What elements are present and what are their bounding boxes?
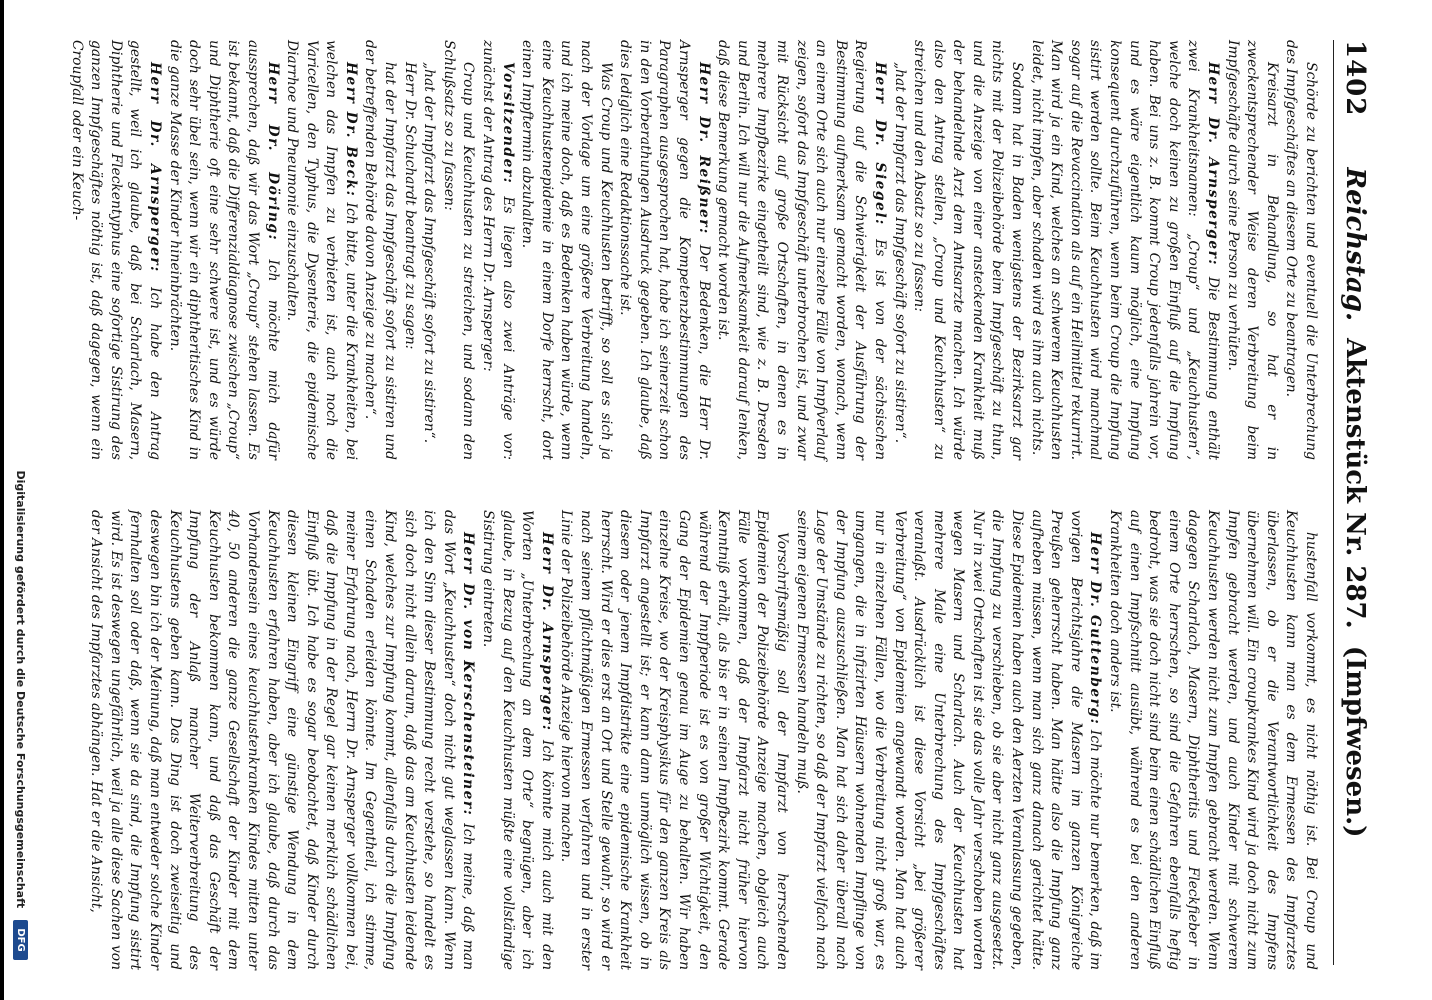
speaker-name: Herr Dr. von Kerschensteiner: xyxy=(460,532,477,817)
speaker-name: Herr Dr. Arnsperger: xyxy=(1205,62,1222,266)
paragraph xyxy=(86,510,478,970)
scan-edge-bar xyxy=(0,0,4,1000)
paragraph-text: „hat der Impfarzt das Impfgeschäft sofort zu sistiren“. xyxy=(421,62,438,444)
paragraph xyxy=(477,40,516,460)
paragraph-text: Die Bestimmung enthält zwei Krankheitsnamen: „Croup“ und „Keuchhusten“, welche doch keinen zu großen Einfluß auf die Impfung haben. Bei uns z. B. kommt Croup jedenfalls jahrein vor, und es wäre eigentlich kaum möglich, eine Impfung konsequent durchzuführen, wenn beim Croup die Impfung sistirt werden sollte. Beim Keuchhusten wird manchmal sogar auf die Revaccination als auf ein Heilmittel rekurrirt. Man wird ja ein Kind, welches an schwerem Keuchhusten leidet, nicht impfen, aber schaden wird es ihm auch nichts. xyxy=(1028,40,1222,461)
speaker-name: Herr Dr. Döring: xyxy=(264,62,281,242)
speaker-name: Herr Dr. Guttenberg: xyxy=(1087,532,1104,726)
paragraph-text: Ich habe den Antrag gestellt, weil ich glaube, daß bei Scharlach, Masern, Diphtherie und Fleckentyphus eine sofortige Sistirung des ganzen Impfgeschäftes nöthig ist, daß dagegen, wenn ein Croupfall oder ein Keuch- xyxy=(68,40,163,460)
paragraph xyxy=(164,40,282,460)
paragraph-text: Ich könnte mich auch mit den Worten „Unterbrechung an dem Orte“ begnügen, aber ich glaube, in Bezug auf den Keuchhusten müßte eine vollständige Sistirung eintreten. xyxy=(480,510,555,970)
document-number: Aktenstück Nr. 287. xyxy=(1340,338,1370,629)
paragraph xyxy=(1222,40,1281,460)
paragraph xyxy=(1104,510,1320,970)
paragraph-text: Es liegen also zwei Anträge vor: zunächst der Antrag des Herrn Dr. Arnsperger: xyxy=(480,40,516,460)
speaker-name: Herr Dr. Arnsperger: xyxy=(146,62,163,273)
page-header xyxy=(1333,40,1374,965)
paragraph-text: Der Bedenken, die Herr Dr. Arnsperger gegen die Kompetenzbestimmungen des Paragraphen ausgesprochen hat, habe ich seinerzeit schon in den Vorberathungen Ausdruck gegeben. Ich glaube, daß dies lediglich eine Redaktionssache ist. xyxy=(617,40,712,460)
paragraph-text: Ich bitte, unter die Krankheiten, bei welchen das Impfen zu verbieten ist, auch noch die Varicellen, den Typhus, die Dysenterie, die epidemische Diarrhoe und Pneumonie einzuschalten. xyxy=(284,40,359,460)
paragraph-text: hustenfall vorkommt, es nicht nöthig ist. Bei Croup und Keuchhusten kann man es dem Ermessen des Impfarztes überlassen, ob er die Verantwortlichkeit des Impfens übernehmen will. Ein croupkrankes Kind wird ja doch nicht zum Impfen gebracht werden, und auch Kinder mit schwerem Keuchhusten werden nicht zum Impfen gebracht werden. Wenn dagegen Scharlach, Masern, Diphtheritis und Fleckfieber in einem Orte herrschen, so sind die Gefahren ebenfalls heftig bedroht, was sie doch nicht sind beim einen schädlichen Einfluß auf einen Impfschnitt ausübt, während es bei den anderen Krankheiten doch anders ist. xyxy=(1107,510,1319,970)
paragraph xyxy=(909,40,1027,460)
paragraph xyxy=(282,40,360,460)
paragraph xyxy=(477,510,555,970)
dfg-logo: DFG xyxy=(13,920,28,960)
paragraph xyxy=(615,40,713,460)
paragraph-text: Was Croup und Keuchhusten betrifft, so soll es sich ja nach der Vorlage um eine größere Verbreitung handeln, und ich meine doch, daß es Bedenken haben würde, wenn eine Keuchhustenepidemie in einem Dorfe herrscht, dort einen Impftermin abzuhalten. xyxy=(519,40,614,460)
paragraph xyxy=(360,40,399,460)
text-column-right xyxy=(88,510,1320,971)
paragraph xyxy=(438,40,477,460)
paragraph-text: Ich möchte mich dafür aussprechen, daß wir das Wort „Croup“ stehen lassen. Es ist bekannt, daß die Differenzialdiagnose zwischen „Croup“ und Diphtherie oft eine sehr schwere ist, und es würde doch sehr übel sein, wenn wir ein diphtheritisches Kind in die ganze Masse der Kinder hineinbrächten. xyxy=(166,40,281,460)
paragraph xyxy=(517,40,615,460)
paragraph-text: hat der Impfarzt das Impfgeschäft sofort zu sistiren und der betreffenden Behörde davon Anzeige zu machen“. xyxy=(362,40,399,460)
paragraph xyxy=(419,40,439,460)
document-subject: (Impfwesen.) xyxy=(1340,645,1370,838)
paragraph xyxy=(1281,40,1320,460)
speaker-name: Herr Dr. Reißner: xyxy=(695,62,712,235)
speaker-name: Vorsitzender: xyxy=(499,62,516,185)
paragraph-text: Ich möchte nur bemerken, daß im vorigen Berichtsjahre die Masern im ganzen Königreiche Preußen geherrscht haben. Man hätte also die Impfung ganz aufheben müssen, wenn man sich ganz danach gerichtet hätte. Diese Epidemien haben auch den Aerzten Veranlassung gegeben, die Impfung zu verschieben, ob sie aber nicht ganz ausgesetzt. Nur in zwei Ortschaften ist sie das volle Jahr verschoben worden wegen Masern und Scharlach. Auch der Keuchhusten hat mehrere Male eine Unterbrechung des Impfgeschäftes veranlaßt. Ausdrücklich ist diese Vorsicht „bei größerer Verbreitung“ von Epidemien angewandt worden. Man hat auch nur in einzelnen Fällen, wo die Verbreitung nicht groß war, es umgangen, die in infizirten Häusern wohnenden Impflinge von der Impfung auszuschließen. Man hat sich daher überall nach Lage der Umstände zu richten, so daß der Impfarzt vielfach nach seinem eigenen Ermessen handeln muß. xyxy=(793,510,1104,971)
paragraph-text: Croup und Keuchhusten zu streichen, und sodann den Schlußsatz so zu fassen: xyxy=(440,40,477,460)
paragraph-text: Ich meine, daß man das Wort „Keuchhusten“ doch nicht gut weglassen kann. Wenn ich den Sinn dieser Bestimmung recht verstehe, so handelt es sich doch nicht allein darum, daß das am Keuchhusten leidende Kind, welches zur Impfung kommt, allenfalls durch die Impfung einen Schaden erleiden könnte. Im Gegentheil, ich stimme, meiner Erfahrung nach, Herrn Dr. Arnsperger vollkommen bei, daß die Impfung in der Regel gar keinen merklich schädlichen Einfluß übt. Ich habe es sogar beobachtet, daß Kinder durch diesen kleinen Eingriff eine günstige Wendung in dem Keuchhusten erfahren haben, aber ich glaube, daß durch das Vorhandensein eines keuchhustenkranken Kindes mitten unter 40, 50 anderen die ganze Gesellschaft der Kinder mit dem Keuchhusten bekommen kann, und daß das Geschäft der Impfung der Anlaß mancher Weiterverbreitung des Keuchhustens geben kann. Das Ding ist doch zweiseitig und deswegen bin ich der Meinung, daß man entweder solche Kinder fernhalten soll oder daß, wenn sie da sind, die Impfung sistirt wird. Es ist deswegen ungefährlich, weil ja alle diese Sachen von der Ansicht des Impfarztes abhängen. Hat er die Ansicht, xyxy=(88,510,477,970)
paragraph-text: Kreisarzt in Behandlung, so hat er in zweckentsprechender Weise deren Verbreitung beim Impfgeschäfte durch seine Person zu verhüten. xyxy=(1224,40,1280,460)
digitization-credit xyxy=(8,40,28,960)
paragraph xyxy=(713,40,889,460)
speaker-name: Herr Dr. Siegel: xyxy=(871,62,888,226)
paragraph-text: Vorschriftsmäßig soll der Impfarzt von herrschenden Epidemien der Polizeibehörde Anzeige machen, obgleich auch Fälle vorkommen, daß der Impfarzt nicht früher hiervon Kenntniß erhält, als bis er in seinen Impfbezirk kommt. Gerade während der Impfperiode ist es von großer Wichtigkeit, den Gang der Epidemien genau im Auge zu behalten. Wir haben einzelne Kreise, wo der Kreisphysikus für den ganzen Kreis als Impfarzt angestellt ist; er kann dann unmöglich wissen, ob in diesem oder jenem Impfdistrikte eine epidemische Krankheit herrscht. Wird er dies erst an Ort und Stelle gewahr, so wird er nach seinem pflichtmäßigen Ermessen verfahren und in erster Linie der Polizeibehörde Anzeige hiervon machen. xyxy=(558,510,790,970)
paragraph-text: „hat der Impfarzt das Impfgeschäft sofort zu sistiren“. xyxy=(891,62,908,444)
paragraph xyxy=(791,510,1105,970)
paragraph xyxy=(399,40,419,460)
paragraph-text: Schörde zu berichten und eventuell die Unterbrechung des Impfgeschäftes an diesem Orte zu beantragen. xyxy=(1283,40,1319,460)
paragraph-text: Herr Dr. Schuchardt beantragt zu sagen: xyxy=(401,62,418,350)
paragraph-text: Sodann hat in Baden wenigstens der Bezirksarzt gar nichts mit der Polizeibehörde beim Impfgeschäft zu thun, und die Anzeige von einer ansteckenden Krankheit muß der behandelnde Arzt dem Amtsarzte machen. Ich würde also den Antrag stellen, „Croup und Keuchhusten“ zu streichen und den Absatz so zu fassen: xyxy=(911,40,1026,460)
text-column-left xyxy=(68,40,1320,461)
running-title xyxy=(1340,40,1370,965)
speaker-name: Herr Dr. Arnsperger: xyxy=(538,532,555,732)
page-number: 1402 xyxy=(1340,40,1370,117)
speaker-name: Herr Dr. Beck: xyxy=(342,62,359,198)
paragraph xyxy=(889,40,909,460)
paragraph xyxy=(556,510,791,970)
paragraph-text: Es ist von der sächsischen Regierung auf die Schwierigkeit der Ausführung der Bestimmung aufmerksam gemacht worden, wonach, wenn an einem Orte sich auch nur einzelne Fälle von Impfverlauf zeigen, sofort das Impfgeschäft unterbrochen ist, und zwar mit Rücksicht auf große Ortschaften, in denen es in mehrere Impfbezirke eingetheilt sind, wie z. B. Dresden und Berlin. Ich will nur die Aufmerksamkeit darauf lenken, daß diese Bemerkung gemacht worden ist. xyxy=(715,40,888,460)
paragraph xyxy=(1026,40,1222,460)
credit-text: Digitalisierung gefördert durch die Deutsche Forschungsgemeinschaft xyxy=(14,470,27,909)
paragraph xyxy=(66,40,164,460)
publication-title: Reichstag. xyxy=(1340,167,1370,322)
